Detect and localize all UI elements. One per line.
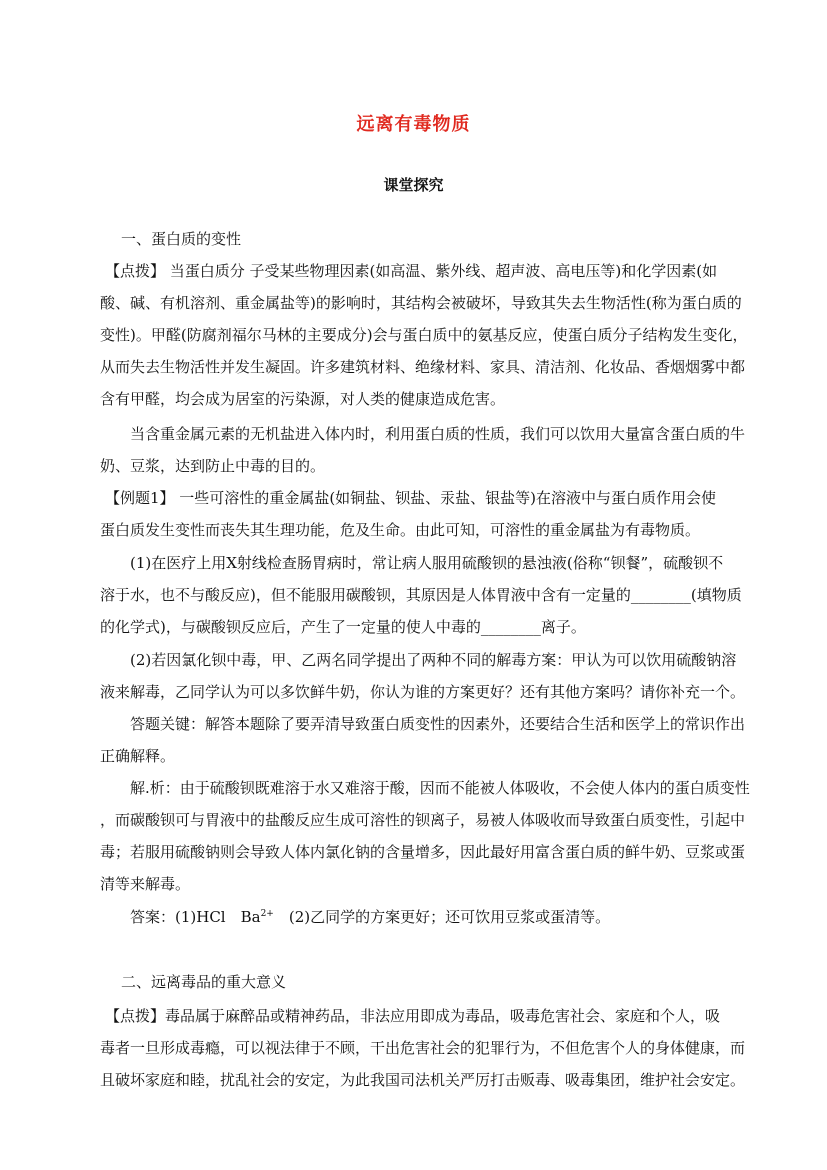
section2-heading: 二、远离毒品的重大意义 bbox=[121, 973, 287, 991]
page-title: 远离有毒物质 bbox=[356, 114, 471, 135]
question1 bbox=[100, 547, 770, 643]
text-line: 液来解毒，乙同学认为可以多饮鲜牛奶，你认为谁的方案更好？还有其他方案吗？请你补充一个。 bbox=[100, 683, 746, 701]
text-line: 答题关键：解答本题除了要弄清导致蛋白质变性的因素外，还要结合生活和医学上的常识作出 bbox=[130, 715, 746, 733]
answer-rest: (2)乙同学的方案更好；还可饮用豆浆或蛋清等。 bbox=[273, 908, 611, 926]
text-line: 【点拨】毒品属于麻醉品或精神药品，非法应用即成为毒品，吸毒危害社会、家庭和个人，吸 bbox=[105, 1007, 721, 1025]
text-line: 含有甲醛，均会成为居室的污染源，对人类的健康造成危害。 bbox=[100, 390, 506, 408]
text-line: 清等来解毒。 bbox=[100, 875, 191, 893]
answer bbox=[130, 901, 770, 933]
text-line: 酸、碱、有机溶剂、重金属盐等)的影响时，其结构会被破坏，导致其失去生物活性(称为蛋白质的 bbox=[100, 294, 742, 312]
tip2-paragraph bbox=[100, 1000, 746, 1096]
text-line: 奶、豆浆，达到防止中毒的目的。 bbox=[100, 457, 326, 475]
answer-prefix: 答案：(1)HCl Ba bbox=[130, 908, 261, 926]
text-line: 毒；若服用硫酸钠则会导致人体内氯化钠的含量增多，因此最好用富含蛋白质的鲜牛奶、豆浆或蛋 bbox=[100, 843, 746, 861]
answer-key bbox=[100, 708, 770, 772]
text-line: (2)若因氯化钡中毒，甲、乙两名同学提出了两种不同的解毒方案：甲认为可以饮用硫酸钠溶 bbox=[130, 651, 737, 669]
section1-heading: 一、蛋白质的变性 bbox=[121, 230, 242, 248]
text-line: 蛋白质发生变性而丧失其生理功能，危及生命。由此可知，可溶性的重金属盐为有毒物质。 bbox=[100, 521, 701, 539]
text-line: 从而失去生物活性并发生凝固。许多建筑材料、绝缘材料、家具、清洁剂、化妆品、香烟烟雾中都 bbox=[100, 358, 746, 376]
text-line: 溶于水，也不与酸反应)，但不能服用碳酸钡，其原因是人体胃液中含有一定量的________(填物质 bbox=[100, 586, 742, 604]
text-line: 毒者一旦形成毒瘾，可以视法律于不顾，干出危害社会的犯罪行为，不但危害个人的身体健康，而 bbox=[100, 1039, 746, 1057]
text-line: 【例题1】 一些可溶性的重金属盐(如铜盐、钡盐、汞盐、银盐等)在溶液中与蛋白质作用会使 bbox=[105, 489, 717, 507]
text-line: 【点拨】 当蛋白质分 子受某些物理因素(如高温、紫外线、超声波、高电压等)和化学因素(如 bbox=[105, 262, 718, 280]
text-line: 当含重金属元素的无机盐进入体内时，利用蛋白质的性质，我们可以饮用大量富含蛋白质的牛 bbox=[130, 425, 746, 443]
text-line: 且破坏家庭和睦，扰乱社会的安定，为此我国司法机关严厉打击贩毒、吸毒集团，维护社会安定。 bbox=[100, 1071, 746, 1089]
text-line: 正确解释。 bbox=[100, 747, 176, 765]
example1 bbox=[100, 482, 745, 546]
section-subtitle: 课堂探究 bbox=[383, 176, 444, 194]
text-line: (1)在医疗上用X射线检查肠胃病时，常让病人服用硫酸钡的悬浊液(俗称“钡餐”，硫酸钡不 bbox=[130, 554, 724, 572]
answer-superscript: 2+ bbox=[260, 909, 274, 919]
answer-line bbox=[130, 901, 770, 933]
question2 bbox=[100, 644, 770, 708]
text-line: 解.析：由于硫酸钡既难溶于水又难溶于酸，因而不能被人体吸收，不会使人体内的蛋白质变性 bbox=[130, 779, 750, 797]
tip1-paragraph bbox=[100, 255, 748, 415]
analysis bbox=[100, 772, 770, 900]
text-line: 变性)。甲醛(防腐剂福尔马林的主要成分)会与蛋白质中的氨基反应，使蛋白质分子结构发生变化， bbox=[100, 326, 748, 344]
text-line: ，而碳酸钡可与胃液中的盐酸反应生成可溶性的钡离子，易被人体吸收而导致蛋白质变性，引起中 bbox=[100, 811, 746, 829]
text-line: 的化学式)，与碳酸钡反应后，产生了一定量的使人中毒的________离子。 bbox=[100, 618, 586, 636]
para2 bbox=[100, 418, 770, 482]
